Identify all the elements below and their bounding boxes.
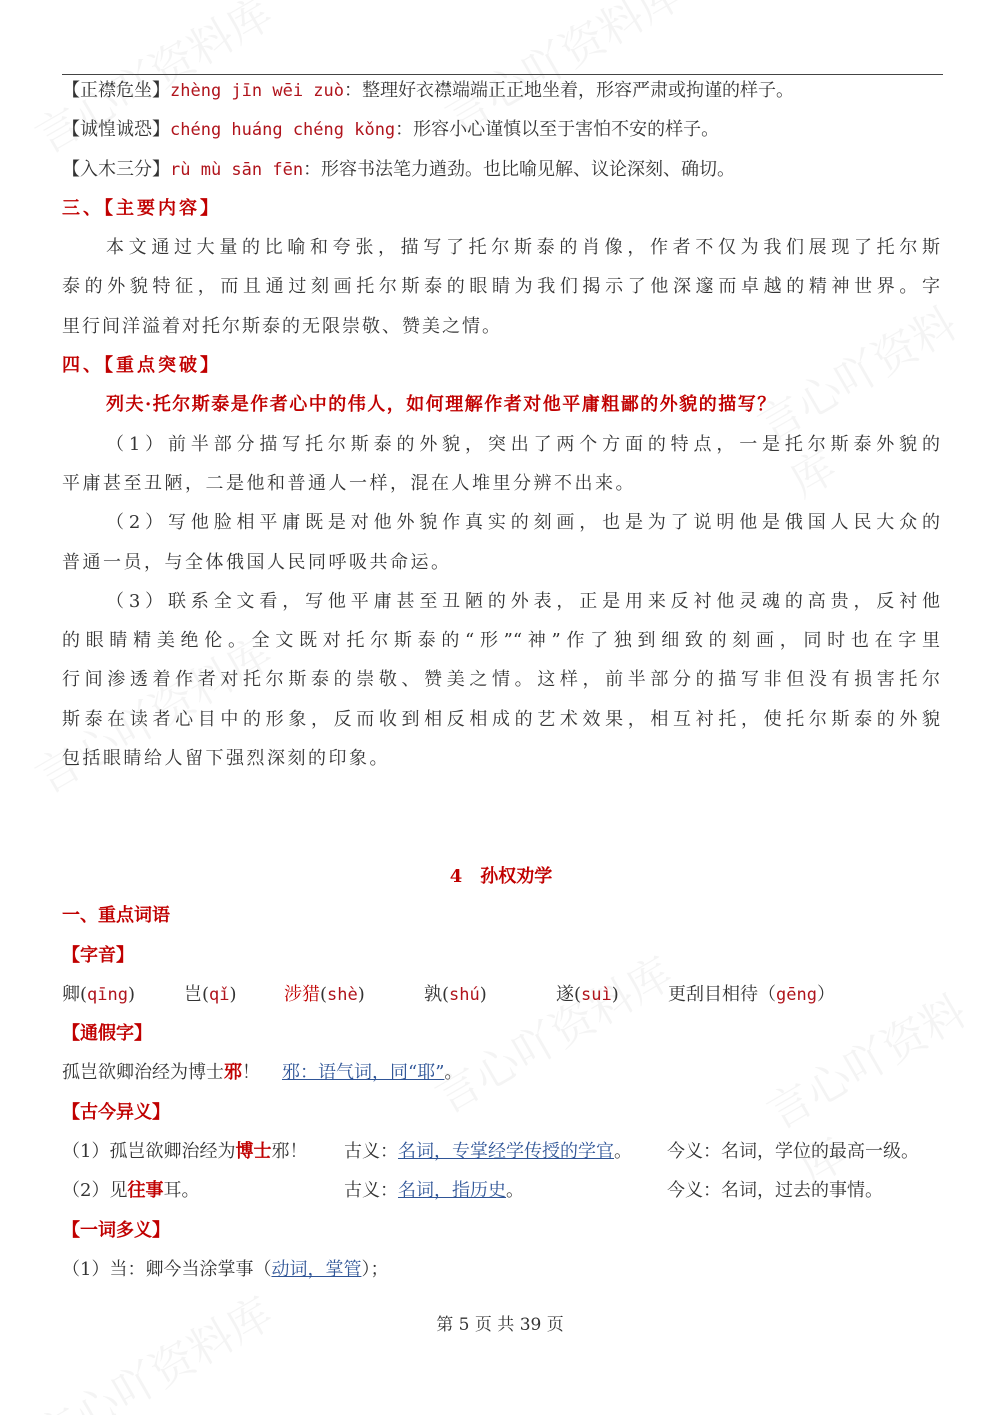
paragraph-line: 包括眼睛给人留下强烈深刻的印象。 [62, 748, 390, 770]
idiom-pinyin: chéng huáng chéng kǒng [170, 120, 396, 141]
section-heading: 一、重点词语 [62, 905, 170, 927]
paragraph-line: 平庸甚至丑陋，二是他和普通人一样，混在人堆里分辨不出来。 [62, 472, 636, 494]
idiom-definition: ：形容小心谨慎以至于害怕不安的样子。 [395, 119, 720, 141]
idiom-term: 【诚惶诚恐】 [62, 119, 170, 141]
idiom-definition: ：形容书法笔力遒劲。也比喻见解、议论深刻、确切。 [303, 158, 736, 180]
gujin-row: （2）见往事耳。 古义：名词，指历史。 今义：名词，过去的事情。 [62, 1180, 883, 1202]
subheading-yici: 【一词多义】 [62, 1219, 170, 1241]
ziyin-list [62, 975, 940, 1014]
paragraph-line: 的眼睛精美绝伦。全文既对托尔斯泰的“形”“神”作了独到细致的刻画，同时也在字里 [62, 630, 940, 652]
paragraph-line: （3）联系全文看，写他平庸甚至丑陋的外表，正是用来反衬他灵魂的高贵，反衬他 [106, 590, 940, 612]
watermark [22, 1278, 283, 1415]
ziyin-item: 卿(qīng) [62, 983, 136, 1005]
subheading-tongjia: 【通假字】 [62, 1023, 152, 1045]
idiom-definition: ：整理好衣襟端端正正地坐着，形容严肃或拘谨的样子。 [344, 80, 794, 101]
ziyin-item: 涉猎(shè) [284, 983, 365, 1005]
section-heading: 四、【重点突破】 [62, 355, 221, 377]
idiom-pinyin: zhèng jīn wēi zuò [170, 81, 344, 101]
paragraph-line: （2）写他脸相平庸既是对他外貌作真实的刻画，也是为了说明他是俄国人民大众的 [106, 512, 940, 534]
paragraph-line: （1）前半部分描写托尔斯泰的外貌，突出了两个方面的特点，一是托尔斯泰外貌的 [106, 433, 940, 455]
subheading-ziyin: 【字音】 [62, 944, 134, 966]
section-heading: 三、【主要内容】 [62, 197, 221, 219]
paragraph-line: 泰的外貌特征，而且通过刻画托尔斯泰的眼睛为我们揭示了他深邃而卓越的精神世界。字 [62, 276, 940, 298]
paragraph-line: 本文通过大量的比喻和夸张，描写了托尔斯泰的肖像，作者不仅为我们展现了托尔斯 [106, 237, 940, 259]
subheading-gujin: 【古今异义】 [62, 1101, 170, 1123]
idiom-term: 【正襟危坐】 [62, 80, 170, 101]
idiom-entry [62, 150, 940, 189]
ziyin-item: 更刮目相待（gēng） [668, 983, 835, 1005]
ziyin-item: 岂(qǐ) [184, 983, 237, 1005]
lesson-title: 4 孙权劝学 [449, 865, 553, 887]
question: 列夫·托尔斯泰是作者心中的伟人，如何理解作者对他平庸粗鄙的外貌的描写？ [106, 394, 777, 416]
idiom-entry [62, 110, 940, 149]
paragraph-line: 普通一员，与全体俄国人民同呼吸共命运。 [62, 551, 452, 573]
idiom-pinyin: rù mù sān fēn [170, 159, 304, 180]
idiom-term: 【入木三分】 [62, 158, 170, 180]
tongjia-entry: 孤岂欲卿治经为博士邪！ 邪：语气词，同“耶”。 [62, 1062, 463, 1084]
page-footer: 第 5 页 共 39 页 [436, 1315, 564, 1335]
paragraph-line: 行间渗透着作者对托尔斯泰的崇敬、赞美之情。这样，前半部分的描写非但没有损害托尔 [62, 669, 940, 691]
ziyin-item: 孰(shú) [424, 983, 487, 1005]
paragraph-line: 斯泰在读者心目中的形象，反而收到相反相成的艺术效果，相互衬托，使托尔斯泰的外貌 [62, 708, 940, 730]
gujin-row: （1）孤岂欲卿治经为博士邪！ 古义：名词，专掌经学传授的学官。 今义：名词，学位的最高一级。 [62, 1141, 919, 1163]
yici-entry: （1）当：卿今当涂掌事（动词，掌管）； [62, 1258, 389, 1280]
paragraph-line: 里行间洋溢着对托尔斯泰的无限崇敬、赞美之情。 [62, 315, 502, 337]
ziyin-item: 遂(suì) [556, 983, 619, 1005]
idiom-entry [62, 71, 940, 110]
